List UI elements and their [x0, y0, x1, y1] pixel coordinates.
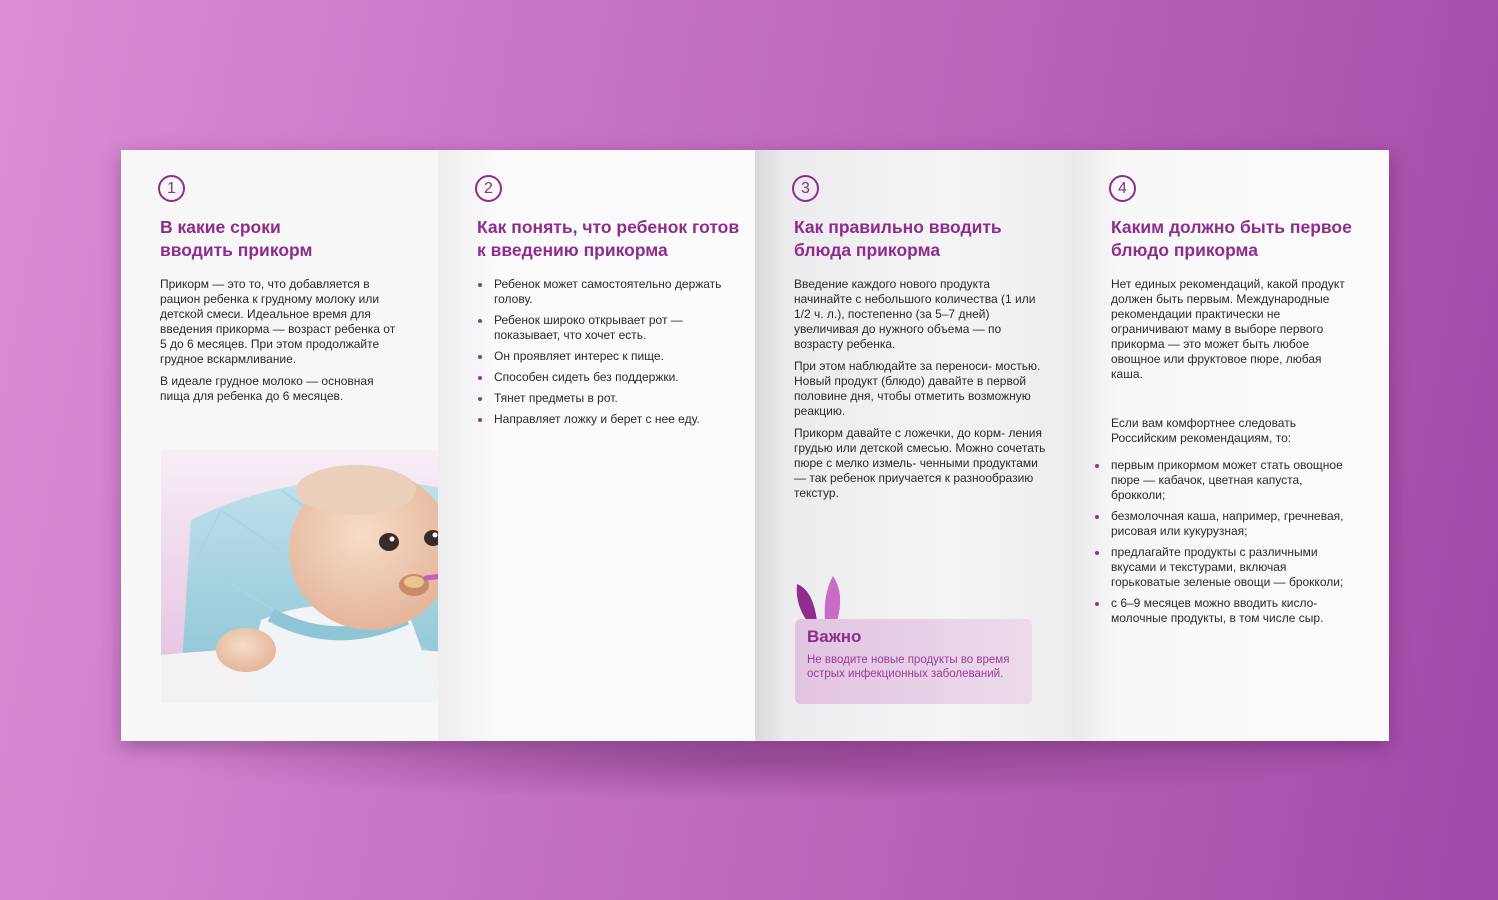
panel-body [1111, 277, 1351, 453]
recommendations-list-wrap [1094, 458, 1354, 632]
paragraph: Нет единых рекомендаций, какой продукт должен быть первым. Международные рекомендации практически не ограничивают маму в выборе первого прикорма — это может быть любое овощное или фруктовое пюре, любая каша. [1111, 277, 1345, 381]
important-note [795, 619, 1032, 704]
list-item: Тянет предметы в рот. [477, 391, 732, 406]
paragraph: При этом наблюдайте за переноси- мостью. Новый продукт (блюдо) давайте в первой половине дня, чтобы отметить возможную реакцию. [794, 359, 1041, 418]
panel-body [477, 277, 732, 433]
list-item: Ребенок может самостоятельно держать голову. [477, 277, 732, 307]
panel-1 [121, 150, 438, 741]
paragraph: Введение каждого нового продукта начинайте с небольшого количества (1 или 1/2 ч. л.), постепенно (за 5–7 дней) увеличивая до нужного объема — по возрасту ребенка. [794, 277, 1036, 351]
panel-heading: Каким должно быть первое блюдо прикорма [1111, 217, 1352, 260]
list-item: первым прикормом может стать овощное пюре — кабачок, цветная капуста, брокколи; [1094, 458, 1354, 503]
paragraph: В идеале грудное молоко — основная пища для ребенка до 6 месяцев. [160, 374, 374, 403]
step-number: 3 [792, 175, 819, 202]
step-number: 2 [475, 175, 502, 202]
panel-heading: В какие сроки вводить прикорм [160, 217, 313, 260]
paragraph: Если вам комфортнее следовать Российским рекомендациям, то: [1111, 416, 1296, 445]
bunny-ears-icon [795, 576, 855, 621]
panel-3 [755, 150, 1072, 741]
paragraph: Прикорм — это то, что добавляется в рацион ребенка к грудному молоку или детской смеси. Идеальное время для введения прикорма — возраст ребенка от 5 до 6 месяцев. При этом продолжайте грудное вскармливание. [160, 277, 396, 366]
panel-2 [438, 150, 755, 741]
list-item: Он проявляет интерес к пище. [477, 349, 732, 364]
panel-heading: Как правильно вводить блюда прикорма [794, 217, 1002, 260]
list-item: с 6–9 месяцев можно вводить кисло- молочные продукты, в том числе сыр. [1094, 596, 1354, 626]
step-number: 1 [158, 175, 185, 202]
list-item: Способен сидеть без поддержки. [477, 370, 732, 385]
panel-body [160, 277, 398, 411]
step-number: 4 [1109, 175, 1136, 202]
readiness-list [477, 277, 732, 427]
recommendations-list [1094, 458, 1354, 626]
paragraph: Прикорм давайте с ложечки, до корм- ления грудью или детской смесью. Можно сочетать пюре с мелко измель- ченными продуктами — так ребенок приучается к разнообразию текстур. [794, 426, 1046, 500]
brochure [121, 150, 1389, 741]
panel-heading: Как понять, что ребенок готов к введению прикорма [477, 217, 740, 260]
important-text: Не вводите новые продукты во время острых инфекционных заболеваний. [807, 654, 1010, 680]
list-item: Ребенок широко открывает рот — показывает, что хочет есть. [477, 313, 732, 343]
list-item: безмолочная каша, например, гречневая, рисовая или кукурузная; [1094, 509, 1354, 539]
list-item: Направляет ложку и берет с нее еду. [477, 412, 732, 427]
panel-body [794, 277, 1049, 508]
important-title: Важно [807, 627, 862, 646]
list-item: предлагайте продукты с различными вкусами и текстурами, включая горьковатые зеленые овощи — брокколи; [1094, 545, 1354, 590]
panel-4 [1072, 150, 1389, 741]
